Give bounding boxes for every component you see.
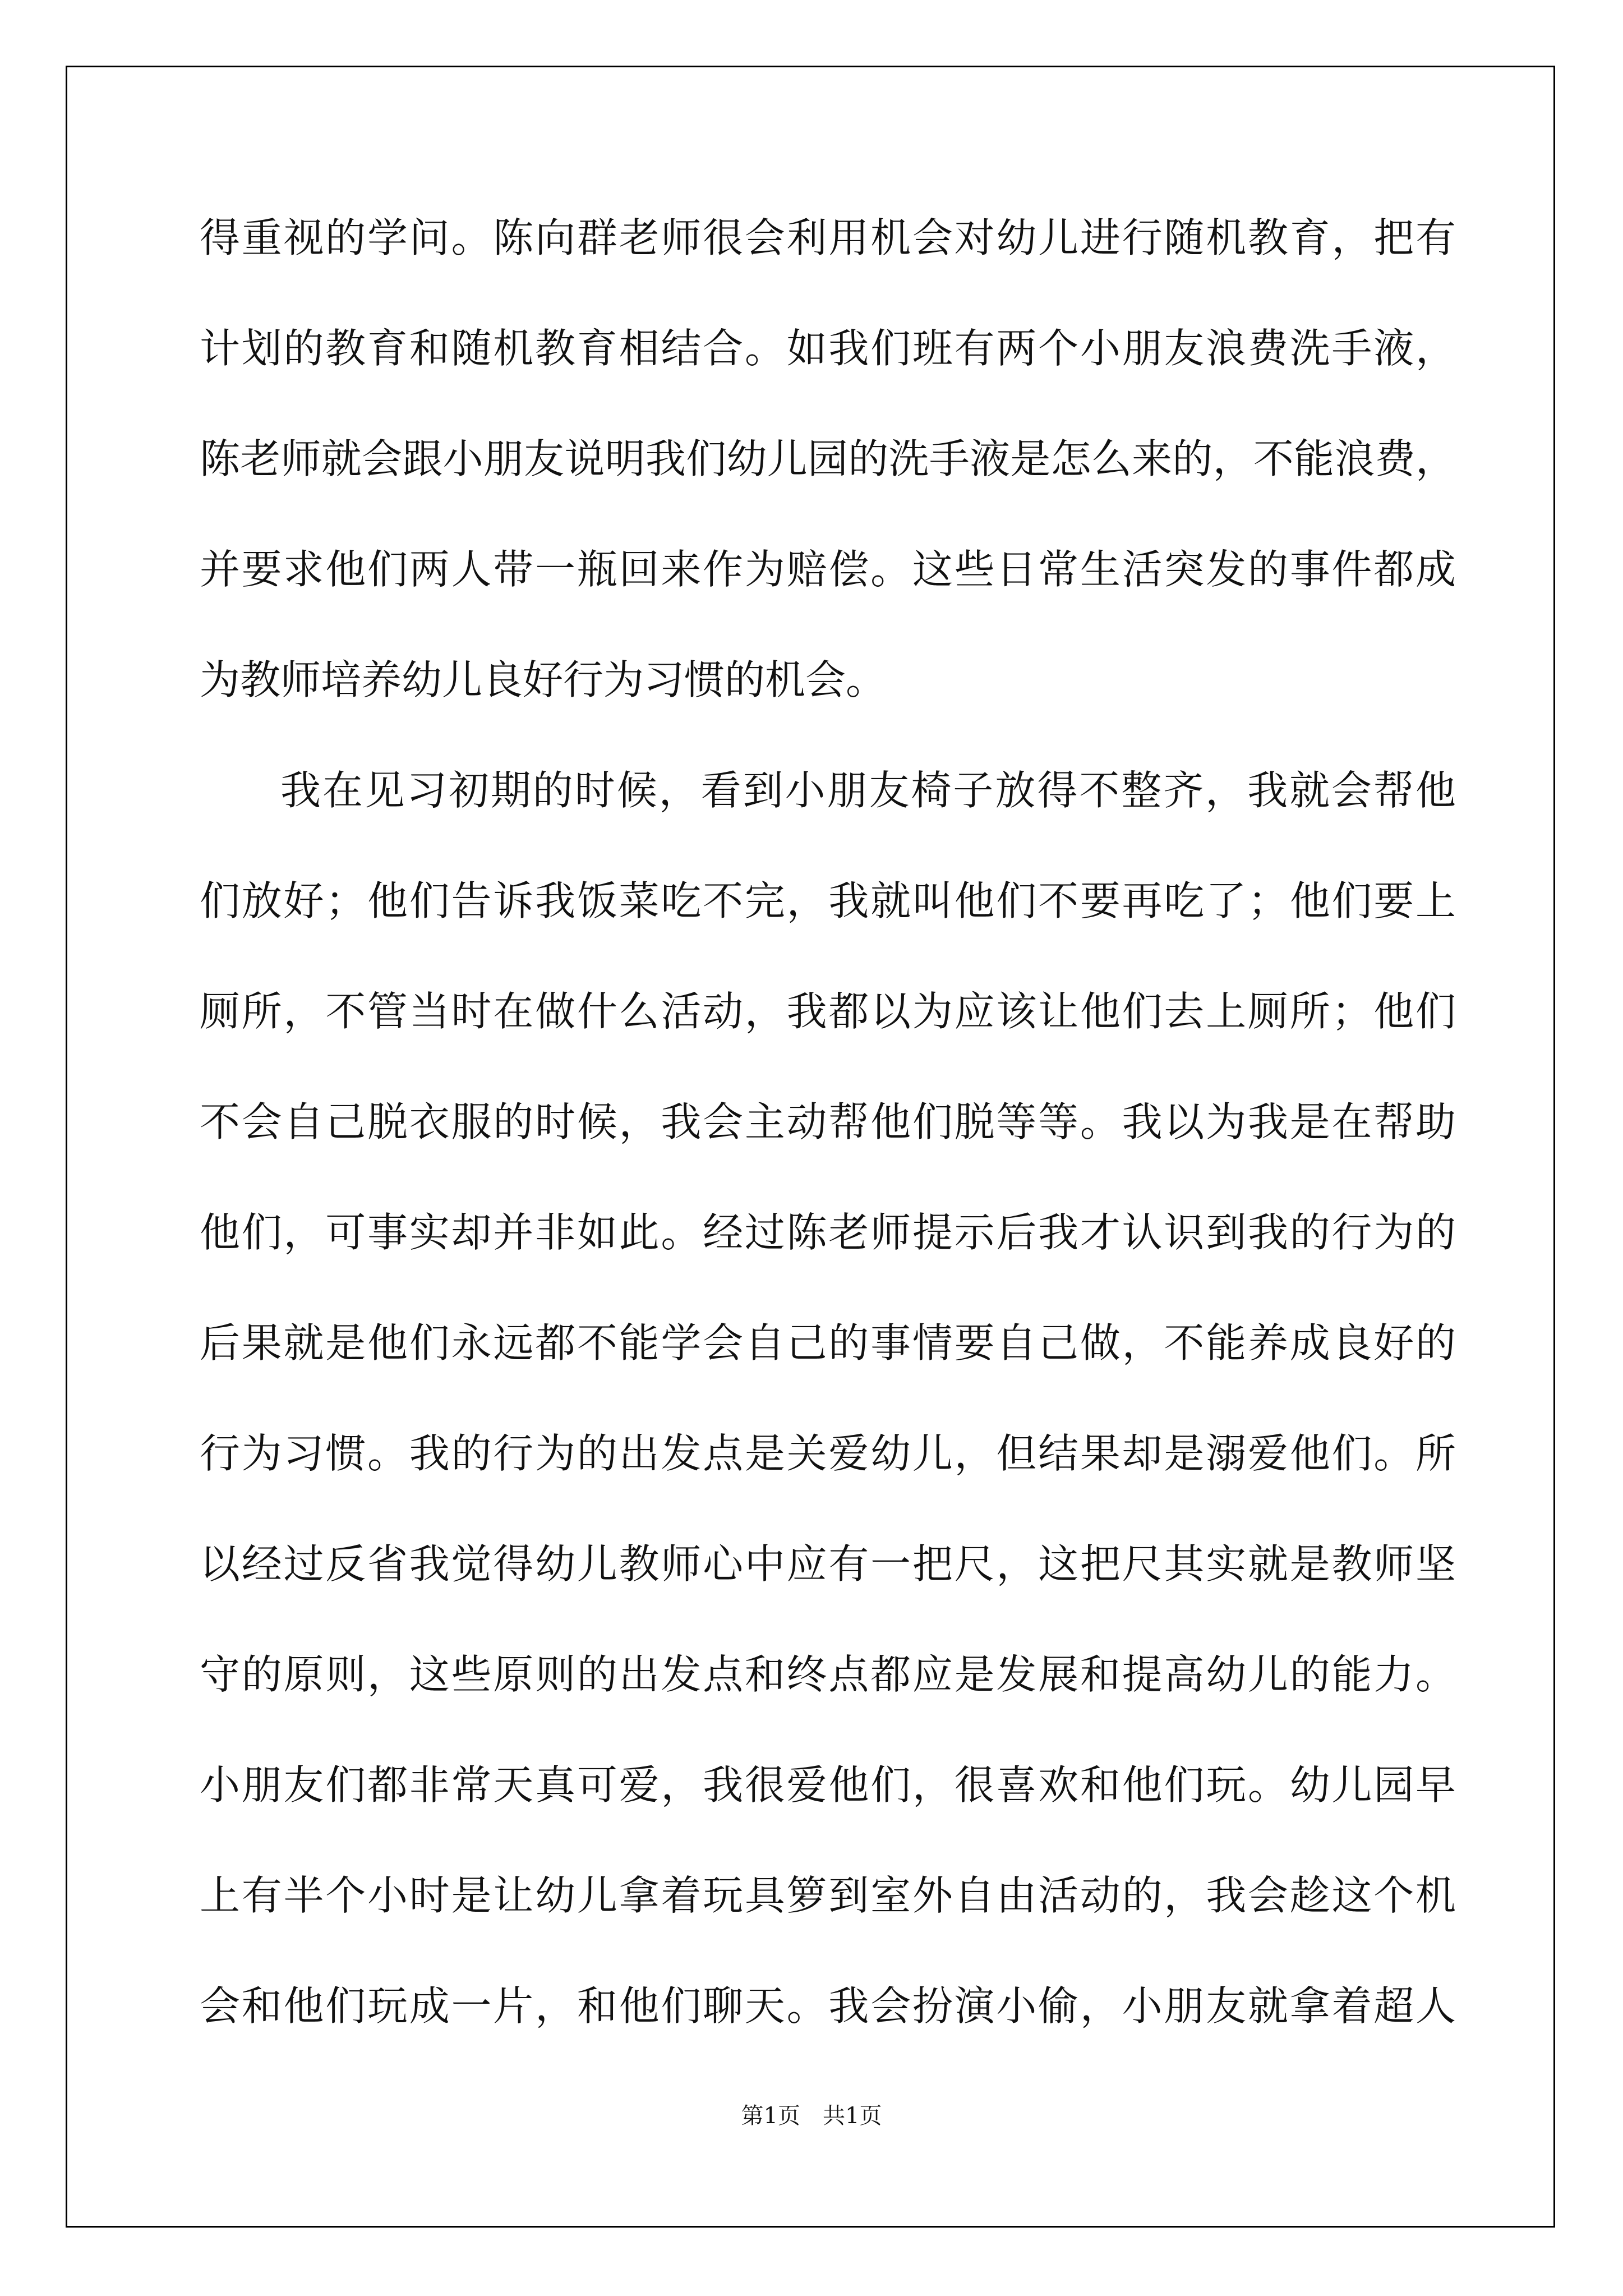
page-number: 第1页 [741,2103,800,2129]
text-line: 厕所，不管当时在做什么活动，我都以为应该让他们去上厕所；他们 [200,988,1456,1035]
text-line: 行为习惯。我的行为的出发点是关爱幼儿，但结果却是溺爱他们。所 [200,1430,1456,1477]
text-line: 上有半个小时是让幼儿拿着玩具箩到室外自由活动的，我会趁这个机 [200,1872,1456,1919]
paragraph-first-line: 我在见习初期的时候，看到小朋友椅子放得不整齐，我就会帮他 [280,767,1456,814]
text-line: 陈老师就会跟小朋友说明我们幼儿园的洗手液是怎么来的，不能浪费， [200,435,1456,482]
text-line: 们放好；他们告诉我饭菜吃不完，我就叫他们不要再吃了；他们要上 [200,877,1456,924]
text-line: 得重视的学问。陈向群老师很会利用机会对幼儿进行随机教育，把有 [200,214,1456,261]
text-line: 并要求他们两人带一瓶回来作为赔偿。这些日常生活突发的事件都成 [200,546,1456,593]
text-line: 计划的教育和随机教育相结合。如我们班有两个小朋友浪费洗手液， [200,325,1456,372]
page-total: 共1页 [823,2103,882,2129]
text-line: 守的原则，这些原则的出发点和终点都应是发展和提高幼儿的能力。 [200,1651,1456,1698]
text-line: 后果就是他们永远都不能学会自己的事情要自己做，不能养成良好的 [200,1319,1456,1366]
page-footer [0,2098,1623,2130]
text-line: 不会自己脱衣服的时候，我会主动帮他们脱等等。我以为我是在帮助 [200,1098,1456,1145]
text-line: 为教师培养幼儿良好行为习惯的机会。 [200,656,887,703]
text-line: 他们，可事实却并非如此。经过陈老师提示后我才认识到我的行为的 [200,1209,1456,1256]
text-line: 小朋友们都非常天真可爱，我很爱他们，很喜欢和他们玩。幼儿园早 [200,1761,1456,1809]
text-line: 会和他们玩成一片，和他们聊天。我会扮演小偷，小朋友就拿着超人 [200,1982,1456,2030]
text-line: 以经过反省我觉得幼儿教师心中应有一把尺，这把尺其实就是教师坚 [200,1540,1456,1588]
